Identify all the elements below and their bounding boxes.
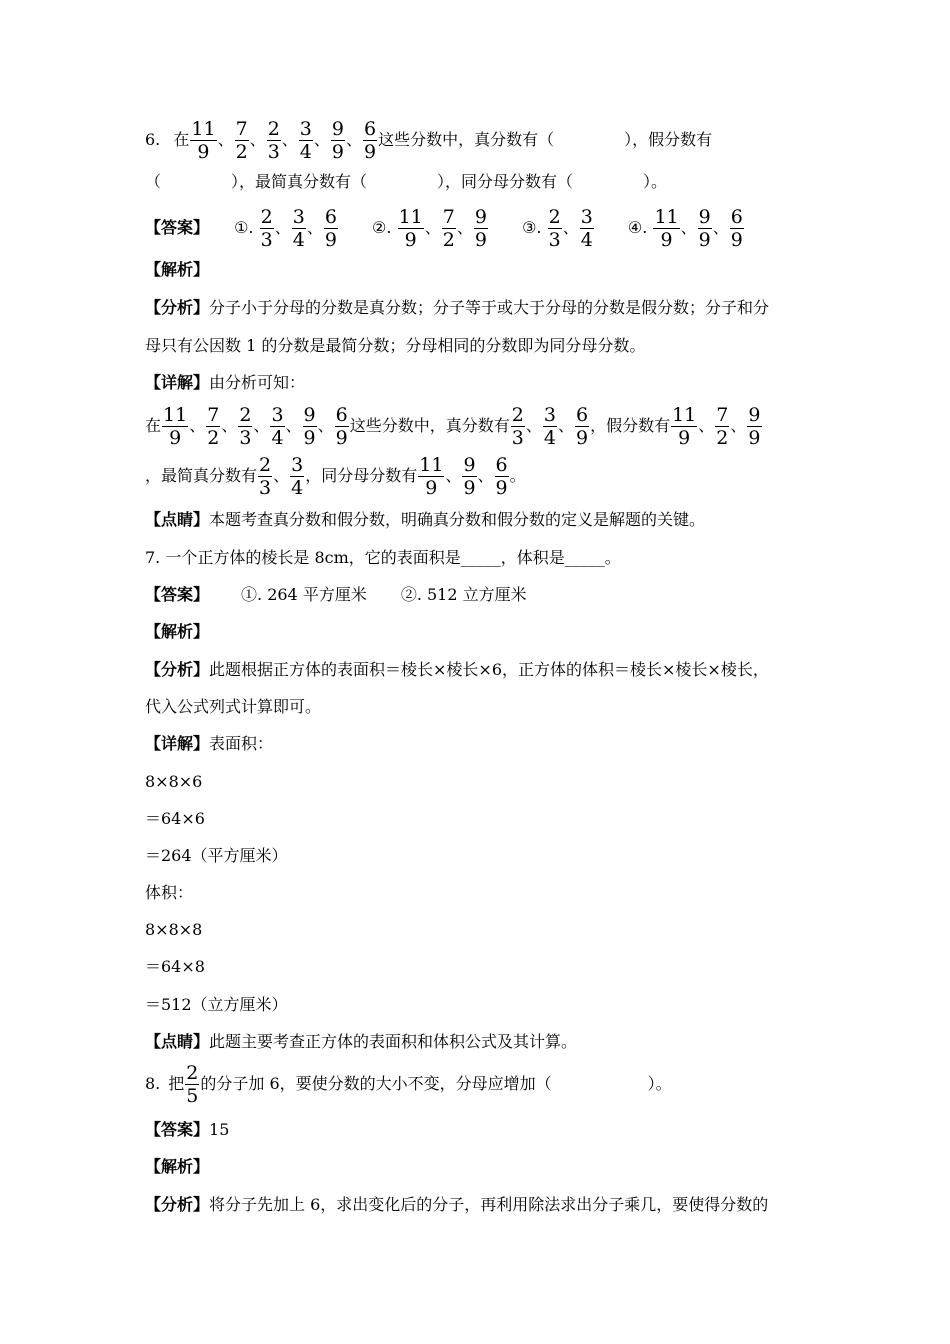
- numerator: 3: [291, 454, 304, 476]
- numerator: 7: [442, 206, 455, 228]
- question-number: 8.: [145, 1074, 161, 1093]
- denominator: 9: [335, 427, 348, 449]
- denominator: 3: [260, 229, 273, 251]
- denominator: 9: [495, 477, 508, 499]
- fraction: [267, 118, 281, 163]
- paragraph-text: ，同分母分数有: [305, 466, 418, 485]
- q7-xiangjie: [145, 732, 815, 756]
- list-separator: 、: [424, 218, 441, 237]
- numerator: 7: [207, 404, 220, 426]
- denominator: 3: [267, 141, 280, 163]
- section-label: 【分析】: [145, 660, 210, 679]
- question-text: ），同分母分数有（: [437, 172, 574, 191]
- question-text: ），假分数有: [624, 130, 713, 149]
- fraction: [495, 454, 509, 499]
- answer-value: 15: [209, 1120, 230, 1139]
- fraction: [543, 404, 557, 449]
- q6-detail-line2: [145, 452, 815, 500]
- denominator: 4: [299, 141, 312, 163]
- denominator: 4: [580, 229, 593, 251]
- numerator: 2: [239, 404, 252, 426]
- paragraph-text: 由分析可知：: [209, 373, 306, 392]
- answer-fractions: [397, 206, 489, 251]
- numerator: 3: [580, 206, 593, 228]
- question-text: 的分子加 6，要使分数的大小不变，分母应增加（: [200, 1074, 552, 1093]
- list-separator: 、: [281, 130, 298, 149]
- denominator: 9: [575, 427, 589, 449]
- math-step: ＝64×8: [145, 957, 205, 976]
- denominator: 2: [207, 427, 220, 449]
- q6-question-line2: [145, 170, 815, 194]
- fraction: [303, 404, 317, 449]
- denominator: 9: [364, 141, 377, 163]
- paragraph-text: 本题考查真分数和假分数，明确真分数和假分数的定义是解题的关键。: [209, 510, 706, 529]
- detail-fractions: [161, 404, 350, 449]
- q7-fenxi-2: [145, 695, 815, 719]
- section-label: 【分析】: [145, 298, 210, 317]
- denominator: 9: [324, 229, 337, 251]
- numerator: 6: [364, 118, 377, 140]
- list-separator: 、: [562, 218, 579, 237]
- numerator: 6: [730, 206, 743, 228]
- detail-fractions: [257, 454, 305, 499]
- denominator: 9: [730, 229, 743, 251]
- numerator: 2: [548, 206, 561, 228]
- fraction: [258, 454, 272, 499]
- q7-step: [145, 918, 815, 942]
- answer-label: 【答案】: [145, 1120, 210, 1139]
- math-step: 8×8×6: [145, 772, 203, 791]
- math-step: 体积：: [145, 883, 194, 902]
- list-separator: 、: [189, 416, 206, 435]
- section-label: 【点睛】: [145, 1032, 210, 1051]
- list-separator: 、: [285, 416, 302, 435]
- q7-step: [145, 770, 815, 794]
- paragraph-text: 将分子先加上 6，求出变化后的分子，再利用除法求出分子乘几，要使得分数的: [209, 1195, 769, 1214]
- answer-fractions: [652, 206, 744, 251]
- paragraph-text: 此题根据正方体的表面积＝棱长×棱长×6，正方体的体积＝棱长×棱长×棱长，: [209, 660, 769, 679]
- list-separator: 、: [445, 466, 462, 485]
- fraction: [747, 404, 761, 449]
- question-text: 这些分数中，真分数有（: [378, 130, 555, 149]
- fraction: [398, 206, 424, 251]
- q6-question-line1: [145, 116, 815, 164]
- math-step: ＝512（立方厘米）: [145, 995, 288, 1014]
- question-text: ），最简真分数有（: [231, 172, 368, 191]
- question-text: （: [145, 172, 162, 191]
- numerator: 2: [260, 206, 273, 228]
- paragraph-text: ，假分数有: [590, 416, 671, 435]
- list-separator: 、: [217, 130, 234, 149]
- numerator: 2: [511, 404, 524, 426]
- denominator: 9: [748, 427, 761, 449]
- numerator: 6: [335, 404, 348, 426]
- fraction: [715, 404, 729, 449]
- fraction: [238, 404, 252, 449]
- denominator: 9: [169, 427, 182, 449]
- numerator: 6: [575, 404, 589, 426]
- q7-step: [145, 993, 815, 1017]
- list-separator: 、: [698, 416, 715, 435]
- fraction: [331, 118, 345, 163]
- denominator: 9: [331, 141, 344, 163]
- numerator: 7: [716, 404, 729, 426]
- question-text: 在: [173, 130, 190, 149]
- q8-jiexi: [145, 1155, 815, 1179]
- numerator: 11: [163, 404, 188, 426]
- q6-detail-line1: [145, 402, 815, 450]
- denominator: 2: [716, 427, 729, 449]
- fraction: [462, 454, 476, 499]
- fraction: [363, 118, 377, 163]
- section-label: 【解析】: [145, 1157, 210, 1176]
- answer-label: 【答案】: [145, 585, 210, 604]
- section-label: 【详解】: [145, 373, 210, 392]
- numerator: 3: [292, 206, 305, 228]
- q6-dianjing: [145, 508, 815, 532]
- paragraph-text: 在: [145, 416, 162, 435]
- list-separator: 、: [221, 416, 238, 435]
- denominator: 2: [235, 141, 248, 163]
- fraction: [235, 118, 249, 163]
- list-separator: 、: [317, 416, 334, 435]
- denominator: 9: [303, 427, 316, 449]
- numerator: 11: [654, 206, 679, 228]
- q6-answer: [145, 204, 815, 252]
- q6-fenxi-1: [145, 296, 815, 320]
- numerator: 9: [303, 404, 316, 426]
- detail-fractions: [417, 454, 509, 499]
- section-label: 【分析】: [145, 1195, 210, 1214]
- paragraph-text: 分子小于分母的分数是真分数；分子等于或大于分母的分数是假分数；分子和分: [209, 298, 770, 317]
- fraction: [185, 1062, 199, 1107]
- math-step: ＝264（平方厘米）: [145, 846, 288, 865]
- q6-xiangjie: [145, 371, 815, 395]
- paragraph-text: 代入公式列式计算即可。: [145, 697, 322, 716]
- question-text: ）。: [643, 172, 668, 191]
- denominator: 4: [292, 229, 305, 251]
- question-text: ）。: [647, 1074, 672, 1093]
- denominator: 9: [197, 141, 210, 163]
- q6-fraction-list: [189, 118, 378, 163]
- question-text: 7. 一个正方体的棱长是 8cm，它的表面积是_____，体积是_____。: [145, 548, 621, 567]
- paragraph-text: 母只有公因数 1 的分数是最简分数；分母相同的分数即为同分母分数。: [145, 336, 646, 355]
- denominator: 9: [660, 229, 673, 251]
- q8-question: [145, 1060, 815, 1108]
- numerator: 3: [271, 404, 284, 426]
- q8-fenxi: [145, 1193, 815, 1217]
- fraction: [548, 206, 562, 251]
- numerator: 11: [419, 454, 444, 476]
- q7-fenxi-1: [145, 658, 815, 682]
- fraction: [299, 118, 313, 163]
- numerator: 2: [259, 454, 272, 476]
- list-separator: 、: [346, 130, 363, 149]
- q7-question: [145, 546, 815, 570]
- list-separator: 、: [680, 218, 697, 237]
- list-separator: 、: [557, 416, 574, 435]
- numerator: 2: [267, 118, 280, 140]
- q7-step: [145, 955, 815, 979]
- numerator: 9: [474, 206, 487, 228]
- numerator: 11: [398, 206, 423, 228]
- section-label: 【解析】: [145, 260, 210, 279]
- fraction: [442, 206, 456, 251]
- fraction: [335, 404, 349, 449]
- numerator: 6: [324, 206, 337, 228]
- answer-marker: ④.: [627, 218, 648, 237]
- answer-fractions: [547, 206, 595, 251]
- list-separator: 、: [456, 218, 473, 237]
- paragraph-text: 这些分数中，真分数有: [349, 416, 510, 435]
- q7-answer: [145, 583, 815, 607]
- paragraph-text: 。: [509, 466, 526, 485]
- answer-fractions: [259, 206, 339, 251]
- denominator: 9: [463, 477, 476, 499]
- q6-jiexi: [145, 258, 815, 282]
- answer-marker: ②.: [372, 218, 392, 237]
- question-text: 把: [168, 1074, 185, 1093]
- list-separator: 、: [273, 466, 290, 485]
- fraction: [324, 206, 338, 251]
- fraction: [162, 404, 188, 449]
- numerator: 9: [698, 206, 711, 228]
- fraction: [190, 118, 216, 163]
- denominator: 3: [239, 427, 252, 449]
- fraction: [292, 206, 306, 251]
- section-label: 【点睛】: [145, 510, 210, 529]
- denominator: 4: [291, 477, 304, 499]
- q7-step: [145, 844, 815, 868]
- numerator: 9: [331, 118, 344, 140]
- fraction: [671, 404, 697, 449]
- numerator: 11: [191, 118, 216, 140]
- denominator: 9: [404, 229, 417, 251]
- q6-fenxi-2: [145, 334, 815, 358]
- fraction: [206, 404, 220, 449]
- fraction: [511, 404, 525, 449]
- paragraph-text: ，最简真分数有: [145, 466, 258, 485]
- answer-marker: ③.: [522, 218, 542, 237]
- denominator: 4: [271, 427, 284, 449]
- fraction: [260, 206, 274, 251]
- list-separator: 、: [249, 130, 266, 149]
- q8-answer: [145, 1118, 815, 1142]
- fraction: [270, 404, 284, 449]
- paragraph-text: 表面积：: [209, 734, 274, 753]
- fraction: [474, 206, 488, 251]
- numerator: 7: [235, 118, 248, 140]
- q7-jiexi: [145, 620, 815, 644]
- fraction: [418, 454, 444, 499]
- denominator: 5: [186, 1085, 199, 1107]
- fraction: [730, 206, 744, 251]
- numerator: 3: [299, 118, 312, 140]
- list-separator: 、: [313, 130, 330, 149]
- numerator: 3: [543, 404, 556, 426]
- fraction: [698, 206, 712, 251]
- list-separator: 、: [253, 416, 270, 435]
- list-separator: 、: [730, 416, 747, 435]
- answer-value: ②. 512 立方厘米: [400, 585, 527, 604]
- denominator: 4: [543, 427, 556, 449]
- denominator: 3: [548, 229, 561, 251]
- answer-value: ①. 264 平方厘米: [241, 585, 367, 604]
- list-separator: 、: [274, 218, 291, 237]
- section-label: 【解析】: [145, 622, 210, 641]
- math-step: ＝64×6: [145, 809, 205, 828]
- paragraph-text: 此题主要考查正方体的表面积和体积公式及其计算。: [209, 1032, 578, 1051]
- numerator: 2: [186, 1062, 199, 1084]
- denominator: 9: [474, 229, 487, 251]
- detail-fractions: [670, 404, 762, 449]
- numerator: 9: [463, 454, 476, 476]
- numerator: 11: [672, 404, 697, 426]
- numerator: 9: [748, 404, 761, 426]
- detail-fractions: [510, 404, 590, 449]
- denominator: 9: [698, 229, 711, 251]
- math-step: 8×8×8: [145, 920, 203, 939]
- q7-step: [145, 807, 815, 831]
- list-separator: 、: [477, 466, 494, 485]
- denominator: 9: [425, 477, 438, 499]
- denominator: 2: [442, 229, 455, 251]
- answer-marker: ①.: [234, 218, 254, 237]
- fraction: [580, 206, 594, 251]
- section-label: 【详解】: [145, 734, 210, 753]
- list-separator: 、: [525, 416, 542, 435]
- answer-label: 【答案】: [145, 218, 210, 237]
- q7-dianjing: [145, 1030, 815, 1054]
- list-separator: 、: [712, 218, 729, 237]
- numerator: 6: [495, 454, 508, 476]
- denominator: 3: [511, 427, 524, 449]
- fraction: [575, 404, 589, 449]
- q7-step: [145, 881, 815, 905]
- denominator: 3: [259, 477, 272, 499]
- list-separator: 、: [306, 218, 323, 237]
- fraction: [290, 454, 304, 499]
- denominator: 9: [678, 427, 691, 449]
- fraction: [653, 206, 679, 251]
- question-number: 6.: [145, 130, 161, 149]
